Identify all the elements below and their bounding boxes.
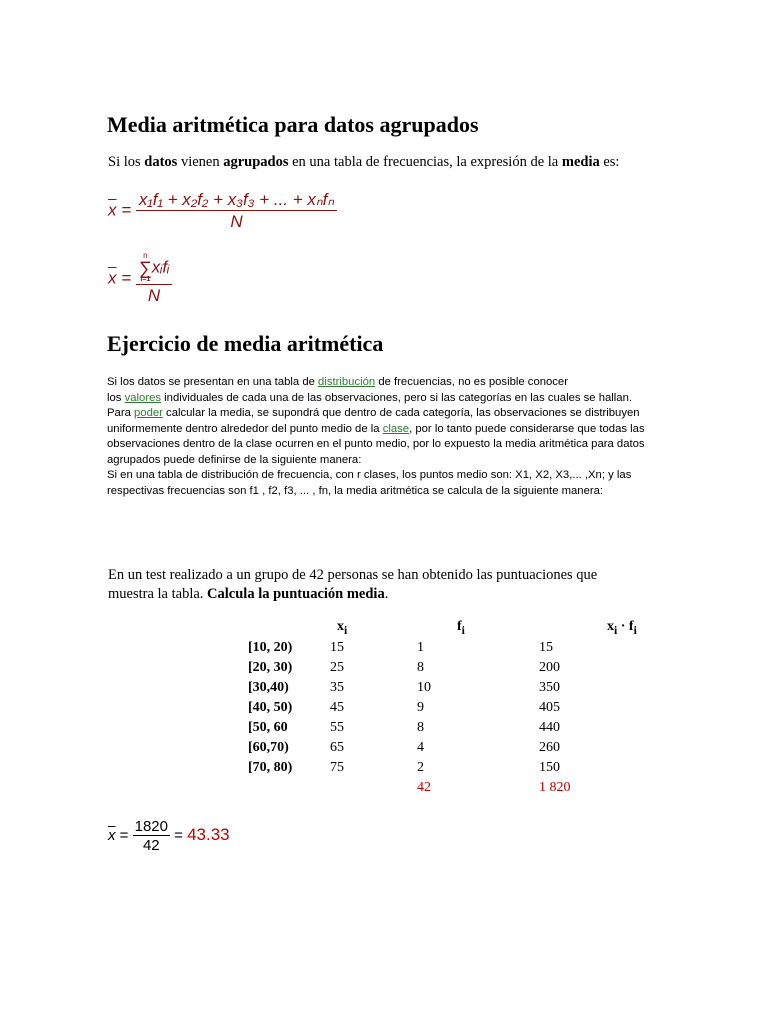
link-poder[interactable]: poder — [134, 407, 163, 419]
header-text: x — [607, 619, 614, 635]
total-xifi: 1 820 — [539, 780, 571, 795]
problem-statement — [108, 566, 597, 604]
link-valores[interactable]: valores — [124, 391, 162, 404]
intro-bold-media: media — [561, 154, 600, 170]
text-span: de frecuencias, no es posible conocer — [375, 376, 568, 388]
cell-xi: 25 — [330, 660, 344, 675]
cell-xifi: 15 — [539, 640, 553, 655]
formula-mean-grouped — [108, 190, 337, 232]
xbar-symbol: $\overline{x}$ — [108, 268, 117, 288]
result-value: 43.33 — [187, 824, 230, 844]
header-interval — [160, 618, 330, 638]
total-fi: 42 — [417, 780, 431, 795]
cell-interval — [160, 678, 330, 698]
formula-fraction — [136, 190, 337, 232]
cell-xifi: 405 — [539, 700, 560, 715]
cell-interval — [160, 638, 330, 658]
header-sub: i — [614, 623, 618, 637]
intro-text: en una tabla de frecuencias, la expresión de la — [288, 154, 562, 170]
frequency-table — [160, 618, 727, 798]
cell-fi: 8 — [417, 720, 424, 735]
cell-xifi: 200 — [539, 660, 560, 675]
table-row — [160, 658, 727, 678]
result-formula — [108, 818, 230, 854]
cell-interval — [160, 698, 330, 718]
table-row — [160, 678, 727, 698]
interval-text: [20, 30) — [248, 660, 293, 675]
cell-fi: 2 — [417, 760, 424, 775]
text-line — [107, 406, 667, 422]
interval-text: [10, 20) — [248, 640, 293, 655]
formula-numerator: x₁f₁ + x₂f₂ + x₃f₃ + ... + xₙfₙ — [136, 190, 337, 211]
section-title-media-agrupados: Media aritmética para datos agrupados — [107, 112, 479, 137]
link-distribucion[interactable]: distribución — [318, 376, 376, 388]
interval-text: [60,70) — [248, 740, 289, 755]
header-sub: i — [633, 623, 637, 637]
summation-term: xᵢfᵢ — [151, 257, 170, 277]
cell-interval — [160, 718, 330, 738]
intro-text: vienen — [177, 154, 224, 170]
summation-denominator: N — [147, 286, 161, 305]
intro-bold-datos: datos — [144, 154, 178, 170]
interval-text: [40, 50) — [248, 700, 293, 715]
intro-bold-agrupados: agrupados — [223, 154, 289, 170]
formula-denominator: N — [230, 212, 243, 231]
cell-fi: 9 — [417, 700, 424, 715]
cell-xifi: 150 — [539, 760, 560, 775]
header-xi — [330, 618, 417, 638]
text-span: muestra la tabla. — [108, 586, 208, 602]
table-row — [160, 638, 727, 658]
problem-line: En un test realizado a un grupo de 42 personas se han obtenido las puntuaciones que — [108, 567, 598, 583]
interval-text: [70, 80) — [248, 760, 293, 775]
equals-sign: = — [119, 826, 129, 844]
section-title-ejercicio: Ejercicio de media aritmética — [107, 331, 384, 356]
text-span: calcular la media, se supondrá que dentro de cada categoría, las observaciones se distribuyen — [162, 407, 640, 419]
sigma-lower-limit: i=1 — [140, 276, 151, 283]
equals-sign: = — [121, 200, 132, 220]
text-span: , por lo tanto puede considerarse que todas las — [409, 422, 645, 435]
header-fi — [417, 618, 539, 638]
cell-fi: 8 — [417, 660, 424, 675]
xbar-symbol: $\overline{x}$ — [108, 826, 116, 844]
header-text: · f — [617, 619, 634, 635]
equals-sign: = — [174, 826, 183, 844]
cell-xifi: 440 — [539, 720, 560, 735]
cell-xi: 55 — [330, 720, 344, 735]
header-xifi — [539, 618, 727, 638]
problem-bold: Calcula la puntuación media — [207, 586, 385, 602]
link-clase[interactable]: clase — [382, 422, 410, 435]
summation-fraction — [136, 252, 172, 306]
cell-xi: 65 — [330, 740, 344, 755]
text-line — [107, 375, 667, 391]
intro-paragraph — [108, 154, 619, 171]
header-text: x — [337, 619, 344, 635]
cell-xi: 45 — [330, 700, 344, 715]
table-row — [160, 758, 727, 778]
text-span: individuales de cada una de las observaciones, pero si las categorías en las cuales se hallan. — [161, 391, 633, 404]
result-denominator: 42 — [142, 837, 160, 854]
cell-xi: 15 — [330, 640, 344, 655]
table-row — [160, 698, 727, 718]
summation-numerator — [136, 252, 172, 285]
text-line — [107, 391, 667, 407]
text-span: los — [107, 391, 125, 404]
interval-text: [50, 60 — [248, 720, 288, 735]
cell-xi: 35 — [330, 680, 344, 695]
table-row — [160, 738, 727, 758]
text-span: . — [384, 586, 389, 602]
cell-interval — [160, 758, 330, 778]
text-line — [107, 422, 667, 438]
text-span: Si los datos se presentan en una tabla de — [107, 376, 319, 388]
interval-text: [30,40) — [248, 680, 289, 695]
text-span: Para — [107, 407, 135, 419]
sigma-upper-limit: n — [143, 251, 148, 260]
formula-mean-summation — [108, 252, 172, 306]
sigma-block — [139, 252, 152, 284]
cell-interval — [160, 658, 330, 678]
text-line: observaciones dentro de la clase ocurren en el punto medio, por lo expuesto la media aritmética para datos — [107, 438, 645, 450]
equals-sign: = — [121, 268, 132, 288]
problem-line — [108, 585, 597, 604]
table-header-row — [160, 618, 727, 638]
cell-fi: 10 — [417, 680, 431, 695]
text-span: uniformemente dentro alrededor del punto medio de la — [107, 422, 383, 435]
table-row — [160, 718, 727, 738]
intro-text: es: — [599, 154, 620, 170]
result-numerator: 1820 — [134, 818, 168, 835]
cell-empty — [160, 778, 330, 798]
header-sub: i — [461, 623, 465, 637]
cell-xifi: 260 — [539, 740, 560, 755]
header-sub: i — [344, 623, 348, 637]
result-fraction — [133, 818, 170, 854]
text-line: agrupados puede definirse de la siguiente manera: — [107, 453, 362, 466]
cell-fi: 1 — [417, 640, 424, 655]
cell-fi: 4 — [417, 740, 424, 755]
cell-xifi: 350 — [539, 680, 560, 695]
sigma-symbol: ∑ — [138, 258, 152, 278]
explanation-paragraph — [107, 375, 667, 499]
intro-text: Si los — [108, 154, 145, 170]
header-text: f — [457, 619, 462, 635]
cell-interval — [160, 738, 330, 758]
text-line: respectivas frecuencias son f1 , f2, f3, ... , fn, la media aritmética se calcula de la siguiente manera: — [107, 484, 604, 497]
xbar-symbol: $\overline{x}$ — [108, 200, 117, 220]
cell-empty — [330, 778, 417, 798]
cell-xi: 75 — [330, 760, 344, 775]
table-totals-row — [160, 778, 727, 798]
text-line: Si en una tabla de distribución de frecuencia, con r clases, los puntos medio son: X1, X2, X3,... ,Xn; y las — [107, 469, 632, 481]
